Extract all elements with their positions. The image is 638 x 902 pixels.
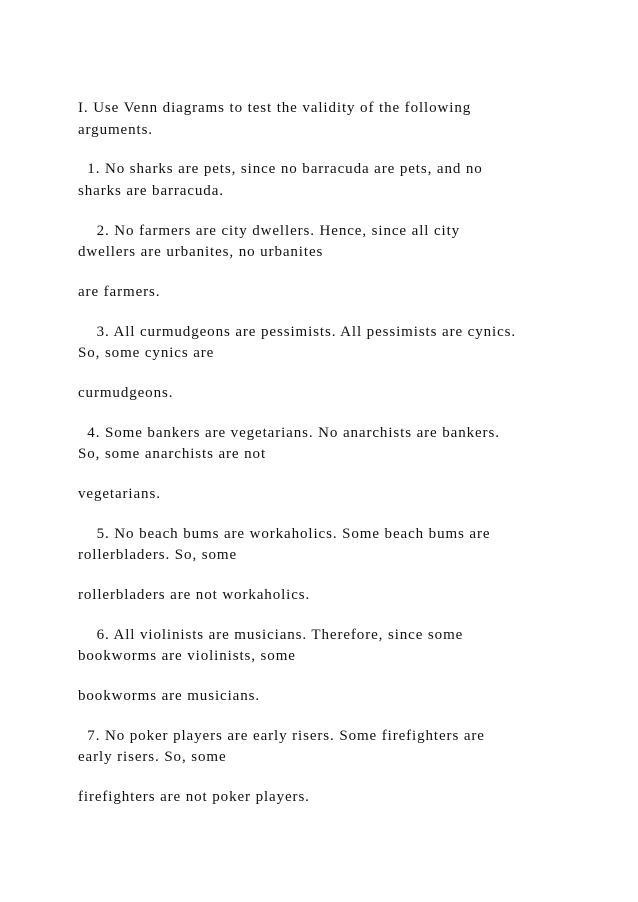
argument-1-line-1: 1. No sharks are pets, since no barracuda are pets, and no (78, 161, 483, 177)
heading-line-1: I. Use Venn diagrams to test the validity of the following (78, 100, 472, 116)
argument-6-line-3: bookworms are musicians. (78, 688, 260, 704)
argument-7-line-2: early risers. So, some (78, 749, 227, 765)
argument-2-line-1: 2. No farmers are city dwellers. Hence, since all city (78, 223, 461, 239)
argument-3-line-2: So, some cynics are (78, 345, 215, 361)
argument-5-line-3: rollerbladers are not workaholics. (78, 587, 311, 603)
argument-3-line-3: curmudgeons. (78, 385, 174, 401)
argument-1-line-2: sharks are barracuda. (78, 183, 224, 199)
argument-7-line-3: firefighters are not poker players. (78, 789, 310, 805)
argument-6-line-1: 6. All violinists are musicians. Therefore, since some (78, 627, 464, 643)
argument-7-line-1: 7. No poker players are early risers. Some firefighters are (78, 728, 485, 744)
argument-5-line-2: rollerbladers. So, some (78, 547, 238, 563)
argument-4-line-2: So, some anarchists are not (78, 446, 267, 462)
argument-2-line-3: are farmers. (78, 284, 161, 300)
argument-4-line-3: vegetarians. (78, 486, 161, 502)
argument-2-line-2: dwellers are urbanites, no urbanites (78, 244, 324, 260)
argument-5-line-1: 5. No beach bums are workaholics. Some beach bums are (78, 526, 491, 542)
argument-4-line-1: 4. Some bankers are vegetarians. No anarchists are bankers. (78, 425, 500, 441)
heading-line-2: arguments. (78, 122, 153, 138)
argument-3-line-1: 3. All curmudgeons are pessimists. All pessimists are cynics. (78, 324, 517, 340)
argument-6-line-2: bookworms are violinists, some (78, 648, 296, 664)
